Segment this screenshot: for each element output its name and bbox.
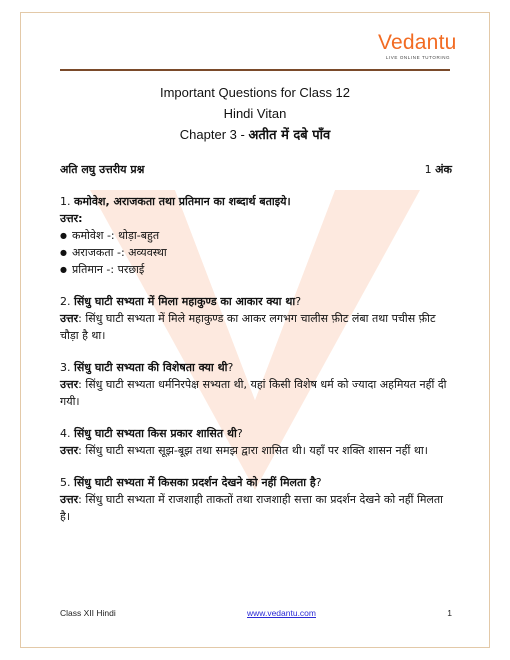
question-5-text: 5. सिंधु घाटी सभ्यता में किसका प्रदर्शन देखने को नहीं मिलता है? (60, 476, 322, 489)
question-5 (60, 474, 452, 525)
footer-website-link[interactable]: www.vedantu.com (247, 608, 316, 618)
section-title: अति लघु उत्तरीय प्रश्न (60, 163, 145, 176)
answer-1-label: उत्तर: (60, 212, 83, 225)
title-line-2: Hindi Vitan (223, 106, 287, 121)
section-heading (60, 161, 452, 178)
question-1-text: 1. कमोवेश, अराजकता तथा प्रतिमान का शब्दार्थ बताइये। (60, 195, 291, 208)
document-title (60, 82, 450, 146)
page-number: 1 (447, 608, 452, 618)
question-3-text: 3. सिंधु घाटी सभ्यता की विशेषता क्या थी? (60, 361, 234, 374)
question-3 (60, 359, 452, 410)
question-4 (60, 425, 452, 459)
answer-3: उत्तर: सिंधु घाटी सभ्यता धर्मनिरपेक्ष सभ्यता थी, यहां किसी विशेष धर्म को ज्यादा अहमियत नहीं दी गयी। (60, 378, 447, 408)
list-item: ● प्रतिमान -: परछाई (60, 261, 452, 278)
document-body (60, 161, 452, 525)
question-2 (60, 293, 452, 344)
list-item: ● अराजकता -: अव्यवस्था (60, 244, 452, 261)
footer-class-label: Class XII Hindi (60, 608, 116, 618)
chapter-name: अतीत में दबे पाँव (248, 128, 331, 143)
answer-5: उत्तर: सिंधु घाटी सभ्यता में राजशाही ताकतों तथा राजशाही सत्ता का प्रदर्शन देखने को नहीं मिलता है। (60, 493, 443, 523)
question-4-text: 4. सिंधु घाटी सभ्यता किस प्रकार शासित थी? (60, 427, 243, 440)
answer-4: उत्तर: सिंधु घाटी सभ्यता सूझ-बूझ तथा समझ द्वारा शासित थी। यहाँ पर शक्ति शासन नहीं था। (60, 444, 428, 457)
question-1 (60, 193, 452, 278)
logo-tagline: LIVE ONLINE TUTORING (385, 55, 451, 60)
header-rule (60, 69, 450, 71)
chapter-title (60, 124, 450, 146)
title-line-1: Important Questions for Class 12 (159, 85, 351, 100)
chapter-prefix: Chapter 3 - (179, 127, 249, 142)
vedantu-logo (378, 32, 458, 64)
page-footer (60, 608, 452, 618)
answer-2: उत्तर: सिंधु घाटी सभ्यता में मिले महाकुण्ड का आकर लगभग चालीस फ़ीट लंबा तथा पचीस फ़ीट चौड़ा है था। (60, 312, 436, 342)
section-marks: 1 अंक (424, 163, 452, 176)
list-item: ● कमोवेश -: थोड़ा-बहुत (60, 227, 452, 244)
logo-word: Vedantu (378, 31, 457, 54)
question-2-text: 2. सिंधु घाटी सभ्यता में मिला महाकुण्ड का आकार क्या था? (60, 295, 302, 308)
